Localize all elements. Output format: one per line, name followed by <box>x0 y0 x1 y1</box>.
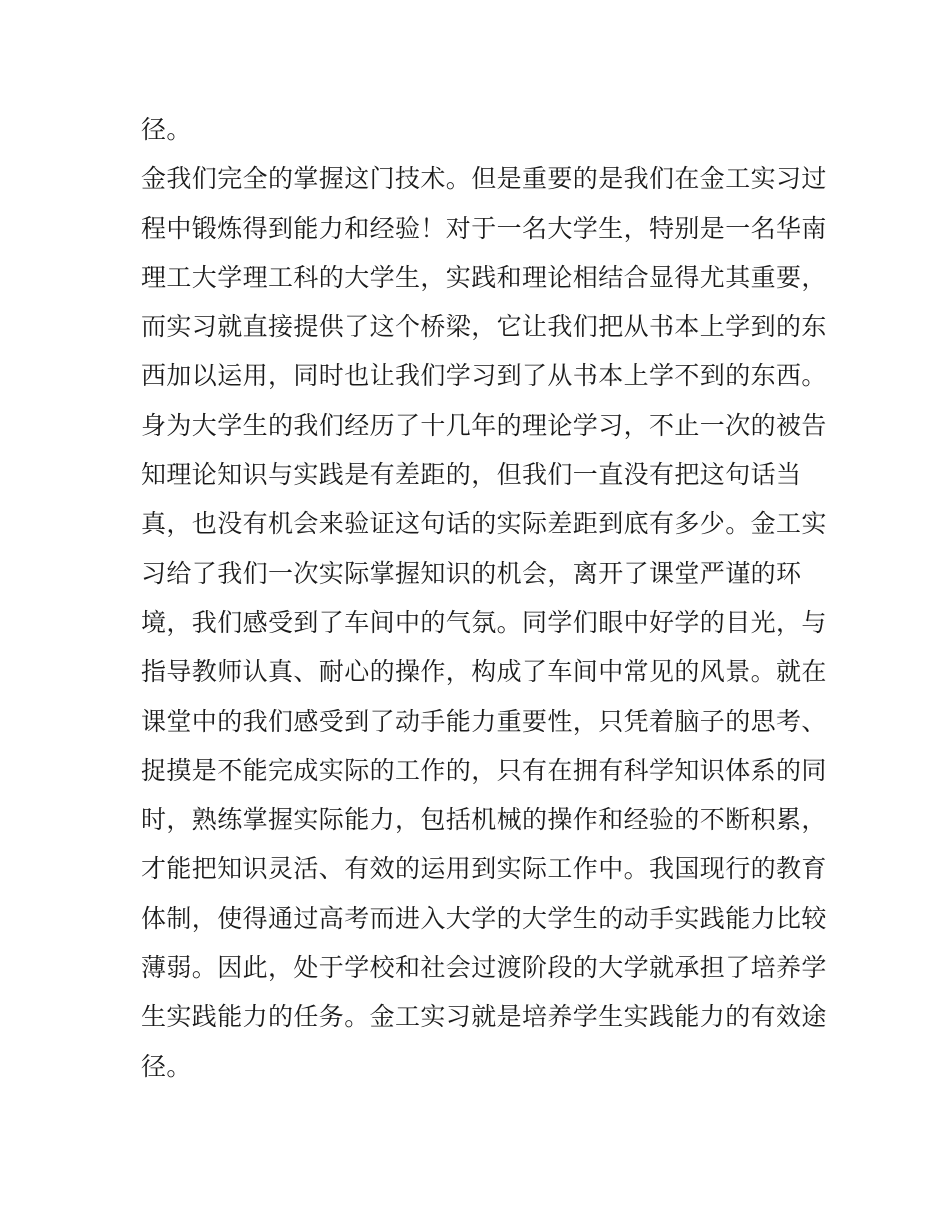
text-line: 而实习就直接提供了这个桥梁，它让我们把从书本上学到的东 <box>141 312 827 342</box>
text-line: 知理论知识与实践是有差距的，但我们一直没有把这句话当 <box>141 460 802 490</box>
text-line: 金我们完全的掌握这门技术。但是重要的是我们在金工实习过 <box>141 164 827 194</box>
text-line: 境，我们感受到了车间中的气氛。同学们眼中好学的目光，与 <box>141 607 827 637</box>
body-text <box>141 105 827 1091</box>
text-line: 理工大学理工科的大学生，实践和理论相结合显得尤其重要， <box>141 262 827 292</box>
text-line: 径。 <box>141 1051 192 1081</box>
text-line: 身为大学生的我们经历了十几年的理论学习，不止一次的被告 <box>141 410 827 440</box>
text-line: 捉摸是不能完成实际的工作的，只有在拥有科学知识体系的同 <box>141 755 827 785</box>
text-line: 课堂中的我们感受到了动手能力重要性，只凭着脑子的思考、 <box>141 706 827 736</box>
text-line: 径。 <box>141 115 192 144</box>
text-line: 时，熟练掌握实际能力，包括机械的操作和经验的不断积累， <box>141 805 827 835</box>
text-line: 才能把知识灵活、有效的运用到实际工作中。我国现行的教育 <box>141 854 827 884</box>
text-line: 体制，使得通过高考而进入大学的大学生的动手实践能力比较 <box>141 903 827 933</box>
text-line: 习给了我们一次实际掌握知识的机会，离开了课堂严谨的环 <box>141 558 802 588</box>
text-line: 真，也没有机会来验证这句话的实际差距到底有多少。金工实 <box>141 509 827 539</box>
text-line: 西加以运用，同时也让我们学习到了从书本上学不到的东西。 <box>141 361 827 391</box>
text-line: 指导教师认真、耐心的操作，构成了车间中常见的风景。就在 <box>141 657 827 687</box>
text-line: 生实践能力的任务。金工实习就是培养学生实践能力的有效途 <box>141 1002 827 1032</box>
text-line: 薄弱。因此，处于学校和社会过渡阶段的大学就承担了培养学 <box>141 953 827 983</box>
text-line: 程中锻炼得到能力和经验！对于一名大学生，特别是一名华南 <box>141 213 827 243</box>
